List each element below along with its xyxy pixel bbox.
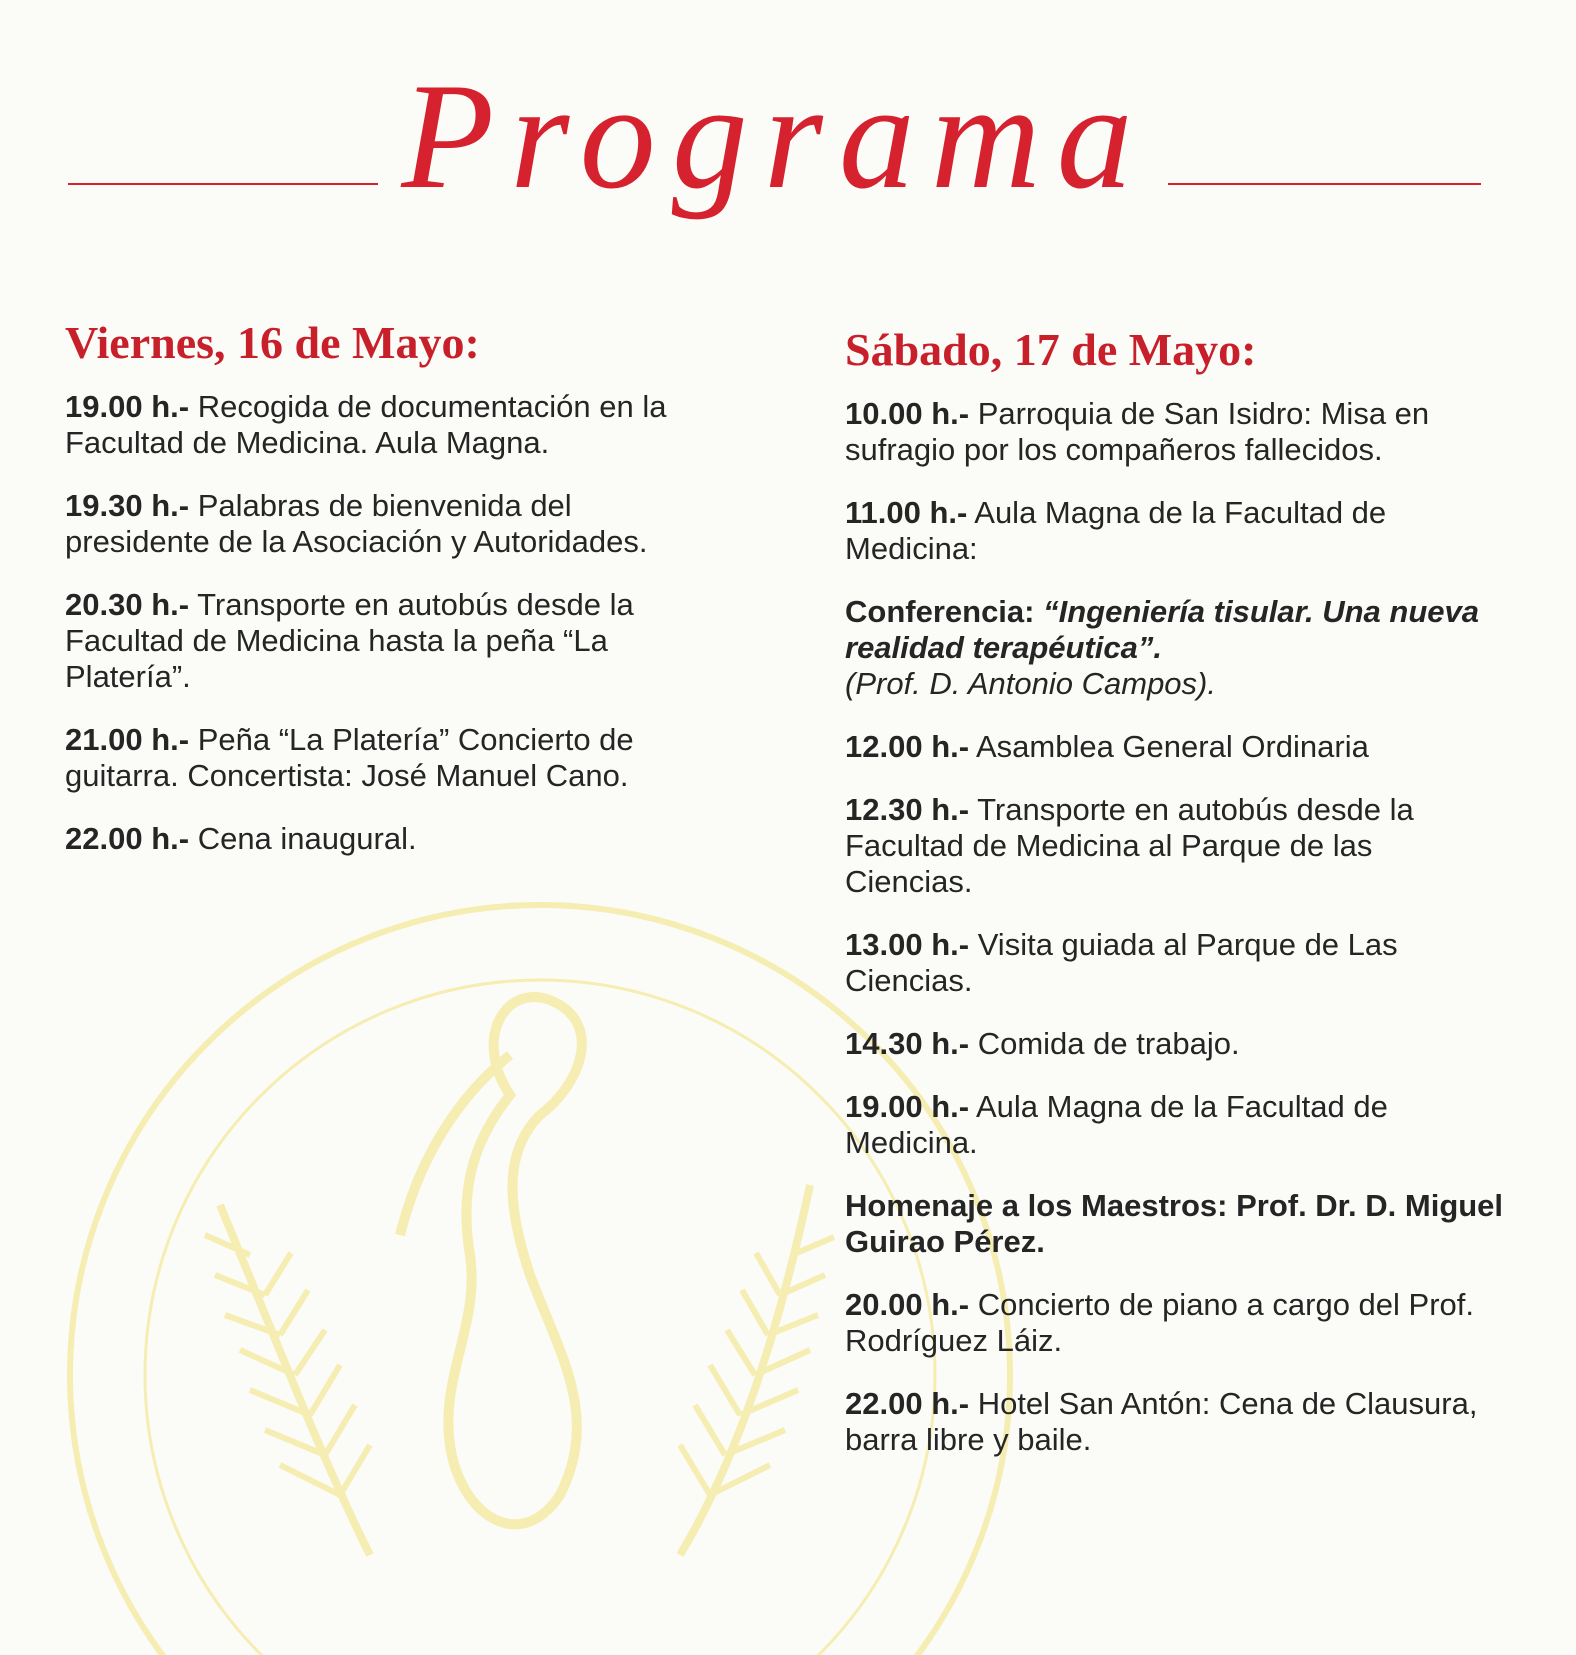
entry-text: Peña “La Platería” Concierto de guitarra. Concertista: José Manuel Cano.	[65, 721, 634, 793]
entry-text: Aula Magna de la Facultad de Medicina.	[845, 1088, 1388, 1160]
entry-time: 11.00 h.-	[845, 494, 968, 530]
friday-heading: Viernes, 16 de Mayo:	[65, 317, 480, 368]
entry-text: Comida de trabajo.	[977, 1025, 1240, 1061]
entry-time: 12.00 h.-	[845, 728, 970, 764]
header	[0, 40, 1576, 240]
schedule-entry	[845, 1287, 1505, 1359]
schedule-entry	[845, 729, 1505, 765]
schedule-entry	[65, 722, 715, 794]
schedule-entry	[845, 1026, 1505, 1062]
schedule-entry	[845, 927, 1505, 999]
entry-time: 19.00 h.-	[845, 1088, 970, 1124]
conference-speaker: (Prof. D. Antonio Campos).	[845, 665, 1216, 701]
schedule-entry	[845, 396, 1505, 468]
entry-time: 12.30 h.-	[845, 791, 970, 827]
conference-title: “Ingeniería tisular. Una nueva realidad terapéutica”.	[845, 593, 1479, 665]
entry-text: Transporte en autobús desde la Facultad de Medicina al Parque de las Ciencias.	[845, 791, 1414, 899]
entry-text: Visita guiada al Parque de Las Ciencias.	[845, 926, 1398, 998]
schedule-entry	[65, 488, 715, 560]
entry-time: 19.30 h.-	[65, 487, 190, 523]
entry-text: Transporte en autobús desde la Facultad de Medicina hasta la peña “La Platería”.	[65, 586, 634, 694]
entry-text: Concierto de piano a cargo del Prof. Rodríguez Láiz.	[845, 1286, 1474, 1358]
conference-label: Conferencia:	[845, 593, 1035, 629]
entry-text: Aula Magna de la Facultad de Medicina:	[845, 494, 1387, 566]
entry-time: 13.00 h.-	[845, 926, 970, 962]
saturday-column	[845, 325, 1505, 1485]
title-rule-right	[1168, 183, 1481, 185]
entry-time: 21.00 h.-	[65, 721, 190, 757]
homage-note: Homenaje a los Maestros: Prof. Dr. D. Miguel Guirao Pérez.	[845, 1187, 1504, 1259]
schedule-entry	[65, 821, 715, 857]
saturday-heading: Sábado, 17 de Mayo:	[845, 324, 1257, 375]
entry-time: 22.00 h.-	[65, 820, 190, 856]
entry-time: 20.30 h.-	[65, 586, 190, 622]
entry-time: 22.00 h.-	[845, 1385, 970, 1421]
conference-note	[845, 594, 1505, 702]
schedule-entry	[845, 495, 1505, 567]
entry-text: Hotel San Antón: Cena de Clausura, barra libre y baile.	[845, 1385, 1478, 1457]
entry-text: Recogida de documentación en la Facultad de Medicina. Aula Magna.	[65, 388, 667, 460]
entry-text: Asamblea General Ordinaria	[975, 728, 1369, 764]
entry-text: Parroquia de San Isidro: Misa en sufragio por los compañeros fallecidos.	[845, 395, 1430, 467]
entry-time: 19.00 h.-	[65, 388, 190, 424]
entry-time: 14.30 h.-	[845, 1025, 970, 1061]
friday-column	[65, 318, 715, 884]
entry-time: 20.00 h.-	[845, 1286, 970, 1322]
entry-text: Cena inaugural.	[197, 820, 417, 856]
schedule-entry	[65, 389, 715, 461]
schedule-entry	[845, 1386, 1505, 1458]
title-rule-left	[68, 183, 378, 185]
page-title: Programa	[401, 52, 1149, 220]
entry-time: 10.00 h.-	[845, 395, 970, 431]
entry-text: Palabras de bienvenida del presidente de la Asociación y Autoridades.	[65, 487, 648, 559]
schedule-entry	[65, 587, 715, 695]
schedule-entry	[845, 792, 1505, 900]
schedule-entry	[845, 1089, 1505, 1161]
